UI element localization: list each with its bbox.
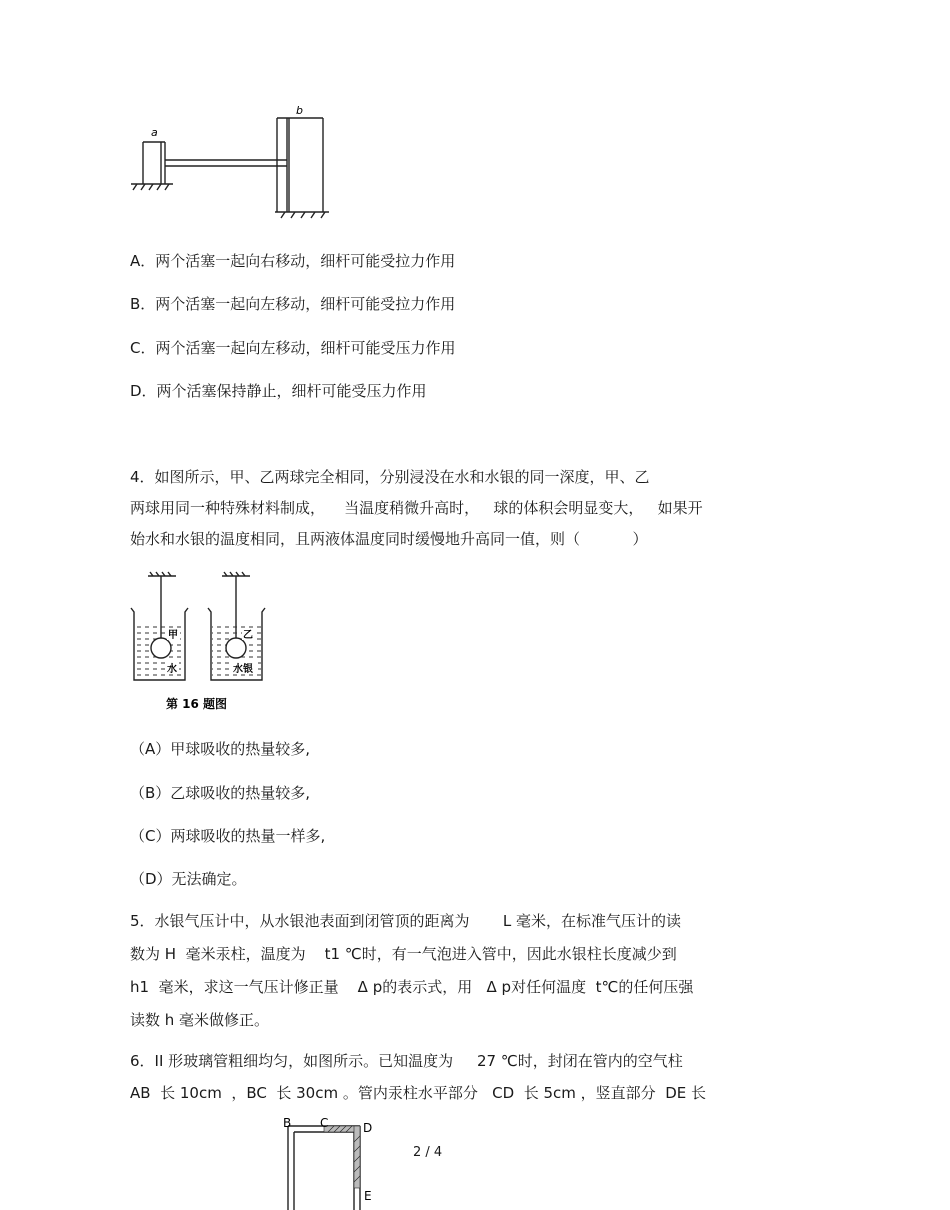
q5-line-1: 5．水银气压计中，从水银池表面到闭管顶的距离为 L 毫米，在标准气压计的读	[130, 912, 682, 930]
tube-figure	[280, 1112, 390, 1210]
q3-option-b: B．两个活塞一起向左移动，细杆可能受拉力作用	[130, 295, 456, 313]
q4-option-c: （C）两球吸收的热量一样多,	[130, 827, 326, 845]
q6-line-2: AB 长 10cm ，BC 长 30cm 。管内汞柱水平部分 CD 长 5cm ，竖直部分 DE 长	[130, 1084, 706, 1102]
tube-label-d: D	[363, 1121, 373, 1135]
beakers-figure	[128, 570, 278, 715]
ball-left-label: 甲	[168, 630, 178, 641]
q3-option-a: A．两个活塞一起向右移动，细杆可能受拉力作用	[130, 252, 456, 270]
label-a: a	[151, 126, 158, 139]
q3-option-d: D．两个活塞保持静止，细杆可能受压力作用	[130, 382, 427, 400]
q4-line-2: 两球用同一种特殊材料制成， 当温度稍微升高时， 球的体积会明显变大， 如果开	[130, 499, 703, 517]
q3-option-c: C．两个活塞一起向左移动，细杆可能受压力作用	[130, 339, 456, 357]
q4-option-b: （B）乙球吸收的热量较多,	[130, 784, 311, 802]
liquid-left-label: 水	[167, 664, 177, 675]
q5-line-4: 读数 h 毫米做修正。	[130, 1011, 270, 1029]
ball-right-label: 乙	[243, 630, 253, 641]
liquid-right-label: 水银	[233, 664, 253, 675]
q6-line-1: 6．II 形玻璃管粗细均匀，如图所示。已知温度为 27 ℃时，封闭在管内的空气柱	[130, 1052, 683, 1070]
q4-option-d: （D）无法确定。	[130, 870, 247, 888]
tube-label-c: C	[320, 1116, 329, 1130]
page-number: 2 / 4	[413, 1145, 443, 1160]
piston-figure	[125, 100, 335, 220]
tube-label-e: E	[364, 1189, 372, 1203]
q4-option-a: （A）甲球吸收的热量较多,	[130, 740, 311, 758]
q4-line-1: 4．如图所示，甲、乙两球完全相同，分别浸没在水和水银的同一深度，甲、乙	[130, 468, 650, 486]
figure-caption: 第 16 题图	[166, 697, 228, 711]
q5-line-2: 数为 H 毫米汞柱，温度为 t1 ℃时，有一气泡进入管中，因此水银柱长度减少到	[130, 945, 677, 963]
q4-line-3: 始水和水银的温度相同，且两液体温度同时缓慢地升高同一值，则（ ）	[130, 530, 648, 548]
tube-label-b: B	[283, 1116, 292, 1130]
q5-line-3: h1 毫米，求这一气压计修正量 Δ p的表示式，用 Δ p对任何温度 t℃的任何压强	[130, 978, 694, 996]
label-b: b	[296, 104, 303, 117]
